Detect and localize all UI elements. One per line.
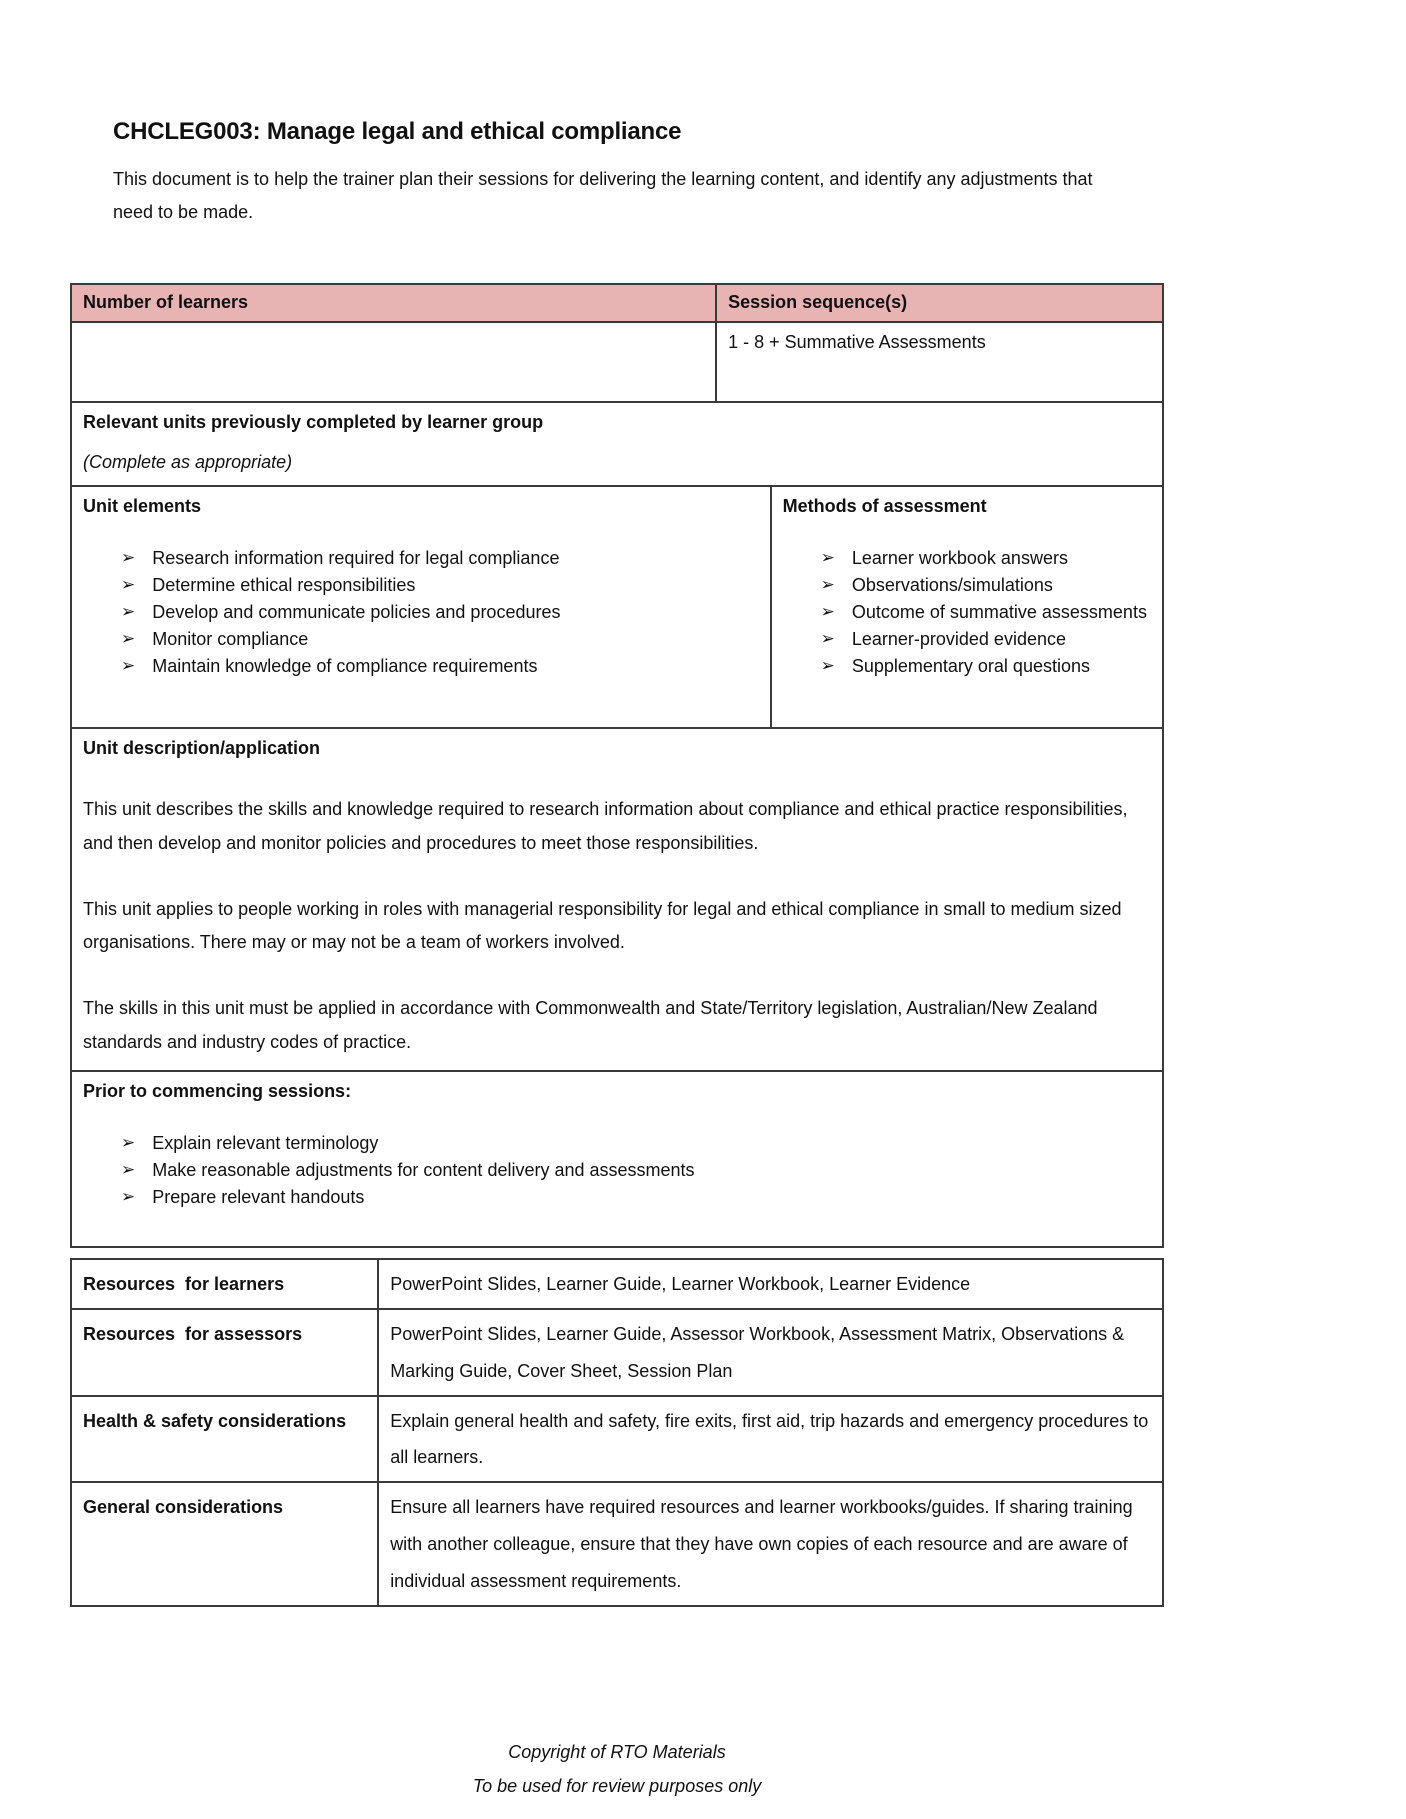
list-item-text: Make reasonable adjustments for content delivery and assessments xyxy=(152,1159,695,1180)
arrow-bullet-icon: ➢ xyxy=(121,601,136,621)
header-number-of-learners: Number of learners xyxy=(83,292,249,313)
list-item-text: Outcome of summative assessments xyxy=(851,601,1147,622)
methods-of-assessment-heading: Methods of assessment xyxy=(782,495,987,516)
row-label: Health & safety considerations xyxy=(83,1410,347,1431)
list-item xyxy=(121,545,759,572)
row-label: Resources for assessors xyxy=(83,1323,303,1344)
list-item xyxy=(121,599,759,626)
list-item xyxy=(121,1157,1151,1184)
prior-to-commencing-list xyxy=(83,1130,1151,1211)
list-item-text: Supplementary oral questions xyxy=(851,655,1090,676)
resources-table-row xyxy=(72,1395,1162,1482)
arrow-bullet-icon: ➢ xyxy=(121,655,136,675)
resources-table xyxy=(70,1258,1164,1607)
list-item-text: Learner workbook answers xyxy=(851,547,1068,568)
unit-elements-heading: Unit elements xyxy=(83,495,202,516)
session-planning-table xyxy=(70,283,1164,1247)
methods-of-assessment-list xyxy=(783,545,1151,680)
row-value: PowerPoint Slides, Learner Guide, Learner Workbook, Learner Evidence xyxy=(377,1260,1162,1308)
list-item-text: Maintain knowledge of compliance requirements xyxy=(152,655,538,676)
row-value: Ensure all learners have required resources and learner workbooks/guides. If sharing training with another colleague, ensure that they have own copies of each resource and are aware of individual assessment requirements. xyxy=(377,1483,1162,1605)
list-item xyxy=(121,626,759,653)
list-item-text: Observations/simulations xyxy=(851,574,1053,595)
list-item xyxy=(121,653,759,680)
list-item xyxy=(821,572,1151,599)
list-item xyxy=(821,599,1151,626)
footer-line-1: Copyright of RTO Materials xyxy=(508,1741,726,1762)
row-value: Explain general health and safety, fire exits, first aid, trip hazards and emergency procedures to all learners. xyxy=(377,1397,1162,1482)
relevant-units-heading: Relevant units previously completed by learner group xyxy=(83,411,544,432)
list-item xyxy=(821,545,1151,572)
arrow-bullet-icon: ➢ xyxy=(820,601,835,621)
unit-elements-list xyxy=(83,545,759,680)
list-item-text: Prepare relevant handouts xyxy=(152,1186,365,1207)
list-item xyxy=(121,572,759,599)
list-item-text: Research information required for legal compliance xyxy=(152,547,560,568)
relevant-units-row xyxy=(72,401,1162,485)
paragraph: This unit describes the skills and knowledge required to research information about compliance and ethical practice responsibilities, and then develop and monitor policies and procedures to meet those responsibilities. xyxy=(83,798,1128,853)
paragraph: The skills in this unit must be applied in accordance with Commonwealth and State/Territory legislation, Australian/New Zealand standards and industry codes of practice. xyxy=(83,998,1098,1052)
session-sequence-value: 1 - 8 + Summative Assessments xyxy=(715,323,1162,401)
resources-table-row xyxy=(72,1260,1162,1308)
arrow-bullet-icon: ➢ xyxy=(121,1132,136,1152)
row-label: Resources for learners xyxy=(83,1273,285,1294)
page-title: CHCLEG003: Manage legal and ethical compliance xyxy=(113,118,682,145)
copyright-footer xyxy=(70,1735,1164,1803)
list-item-text: Explain relevant terminology xyxy=(152,1132,379,1153)
list-item xyxy=(821,626,1151,653)
row-label: General considerations xyxy=(83,1497,284,1518)
list-item-text: Learner-provided evidence xyxy=(851,628,1066,649)
list-item-text: Monitor compliance xyxy=(152,628,309,649)
header-session-sequence: Session sequence(s) xyxy=(715,285,1162,320)
arrow-bullet-icon: ➢ xyxy=(820,655,835,675)
complete-as-appropriate-note: (Complete as appropriate) xyxy=(83,451,293,472)
arrow-bullet-icon: ➢ xyxy=(820,547,835,567)
table-header-row xyxy=(72,285,1162,320)
unit-elements-methods-row xyxy=(72,485,1162,727)
paragraph: This unit applies to people working in roles with managerial responsibility for legal and ethical compliance in small to medium sized organisations. There may or may not be a team of workers involved. xyxy=(83,898,1122,953)
row-value: PowerPoint Slides, Learner Guide, Assessor Workbook, Assessment Matrix, Observations & Marking Guide, Cover Sheet, Session Plan xyxy=(377,1310,1162,1395)
arrow-bullet-icon: ➢ xyxy=(820,574,835,594)
unit-description-paragraphs xyxy=(83,793,1151,1060)
list-item-text: Determine ethical responsibilities xyxy=(152,574,416,595)
arrow-bullet-icon: ➢ xyxy=(121,547,136,567)
unit-description-row xyxy=(72,727,1162,1070)
arrow-bullet-icon: ➢ xyxy=(121,1186,136,1206)
arrow-bullet-icon: ➢ xyxy=(820,628,835,648)
footer-line-2: To be used for review purposes only xyxy=(472,1776,762,1797)
methods-of-assessment-cell xyxy=(770,487,1162,727)
table-values-row xyxy=(72,321,1162,401)
arrow-bullet-icon: ➢ xyxy=(121,1159,136,1179)
unit-description-heading: Unit description/application xyxy=(83,737,321,758)
prior-to-commencing-row xyxy=(72,1070,1162,1246)
list-item-text: Develop and communicate policies and procedures xyxy=(152,601,561,622)
number-of-learners-value xyxy=(72,323,715,401)
list-item xyxy=(821,653,1151,680)
list-item xyxy=(121,1184,1151,1211)
resources-table-row xyxy=(72,1481,1162,1605)
intro-paragraph: This document is to help the trainer plan their sessions for delivering the learning content, and identify any adjustments that need to be made. xyxy=(113,168,1093,223)
list-item xyxy=(121,1130,1151,1157)
prior-to-commencing-heading: Prior to commencing sessions: xyxy=(83,1080,352,1101)
arrow-bullet-icon: ➢ xyxy=(121,574,136,594)
resources-table-row xyxy=(72,1308,1162,1395)
arrow-bullet-icon: ➢ xyxy=(121,628,136,648)
unit-elements-cell xyxy=(72,487,770,727)
